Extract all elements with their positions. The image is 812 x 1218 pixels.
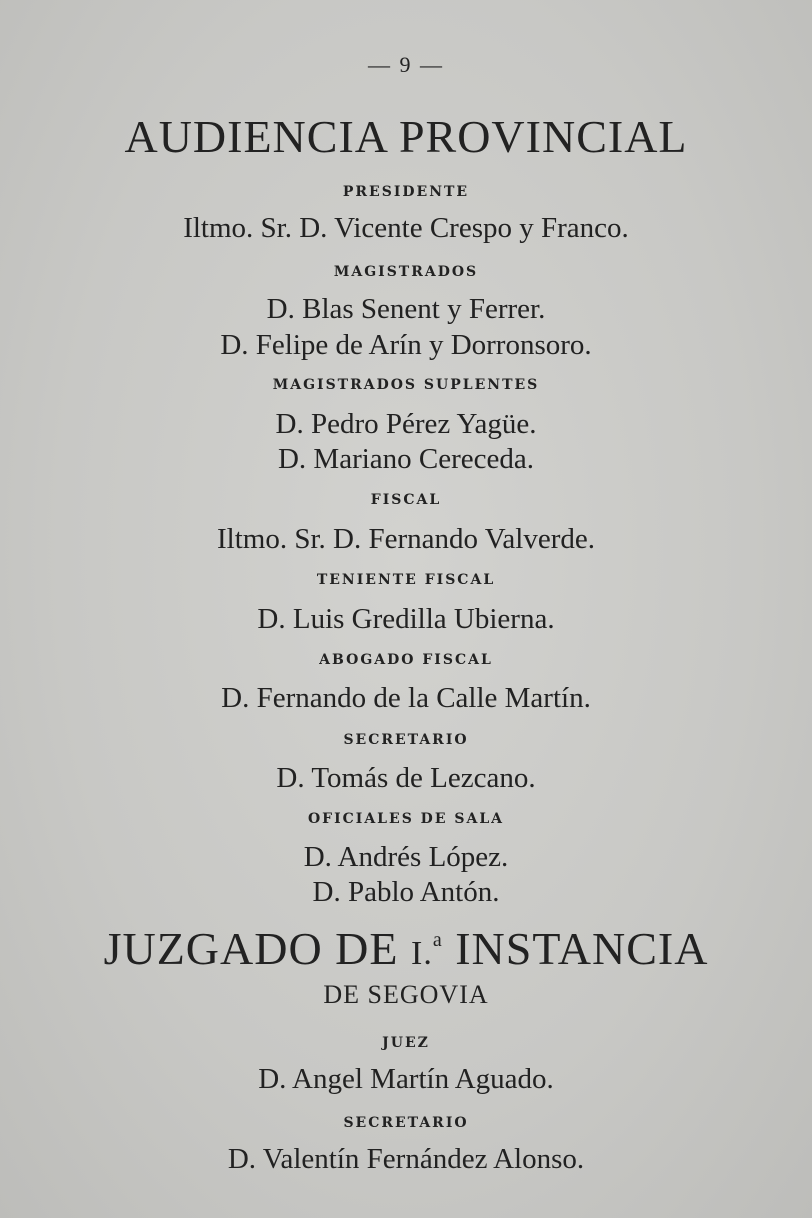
page-number: — 9 — (368, 52, 444, 77)
title-part2: INSTANCIA (455, 923, 709, 974)
heading-secretario-juzgado: SECRETARIO (343, 1115, 469, 1131)
name-abogado-fiscal: D. Fernando de la Calle Martín. (221, 682, 591, 714)
heading-presidente: PRESIDENTE (342, 184, 470, 200)
heading-teniente-fiscal: TENIENTE FISCAL (316, 572, 496, 588)
section-title-juzgado (0, 922, 812, 975)
name-suplente: D. Pedro Pérez Yagüe. (275, 408, 537, 440)
title-superscript: a (432, 929, 443, 951)
name-magistrado: D. Felipe de Arín y Dorronsoro. (220, 329, 592, 361)
name-suplente: D. Mariano Cereceda. (277, 443, 535, 475)
heading-magistrados: MAGISTRADOS (333, 264, 479, 280)
title-numeral: I. (411, 935, 433, 972)
heading-oficiales: OFICIALES DE SALA (307, 811, 505, 827)
name-secretario: D. Tomás de Lezcano. (276, 762, 536, 794)
section-subtitle: DE SEGOVIA (323, 980, 489, 1009)
heading-suplentes: MAGISTRADOS SUPLENTES (272, 377, 540, 393)
name-presidente: Iltmo. Sr. D. Vicente Crespo y Franco. (183, 212, 629, 244)
name-oficial: D. Andrés López. (303, 841, 509, 873)
heading-secretario: SECRETARIO (343, 732, 469, 748)
name-fiscal: Iltmo. Sr. D. Fernando Valverde. (216, 523, 596, 555)
heading-fiscal: FISCAL (370, 492, 442, 508)
name-secretario-juzgado: D. Valentín Fernández Alonso. (227, 1143, 585, 1175)
name-oficial: D. Pablo Antón. (312, 876, 500, 908)
heading-juez: JUEZ (382, 1035, 430, 1051)
name-teniente-fiscal: D. Luis Gredilla Ubierna. (257, 603, 555, 635)
title-part1: JUZGADO DE (103, 923, 399, 974)
heading-abogado-fiscal: ABOGADO FISCAL (319, 652, 493, 668)
section-title-audiencia: AUDIENCIA PROVINCIAL (124, 111, 688, 162)
name-magistrado: D. Blas Senent y Ferrer. (266, 293, 546, 325)
name-juez: D. Angel Martín Aguado. (258, 1063, 554, 1095)
